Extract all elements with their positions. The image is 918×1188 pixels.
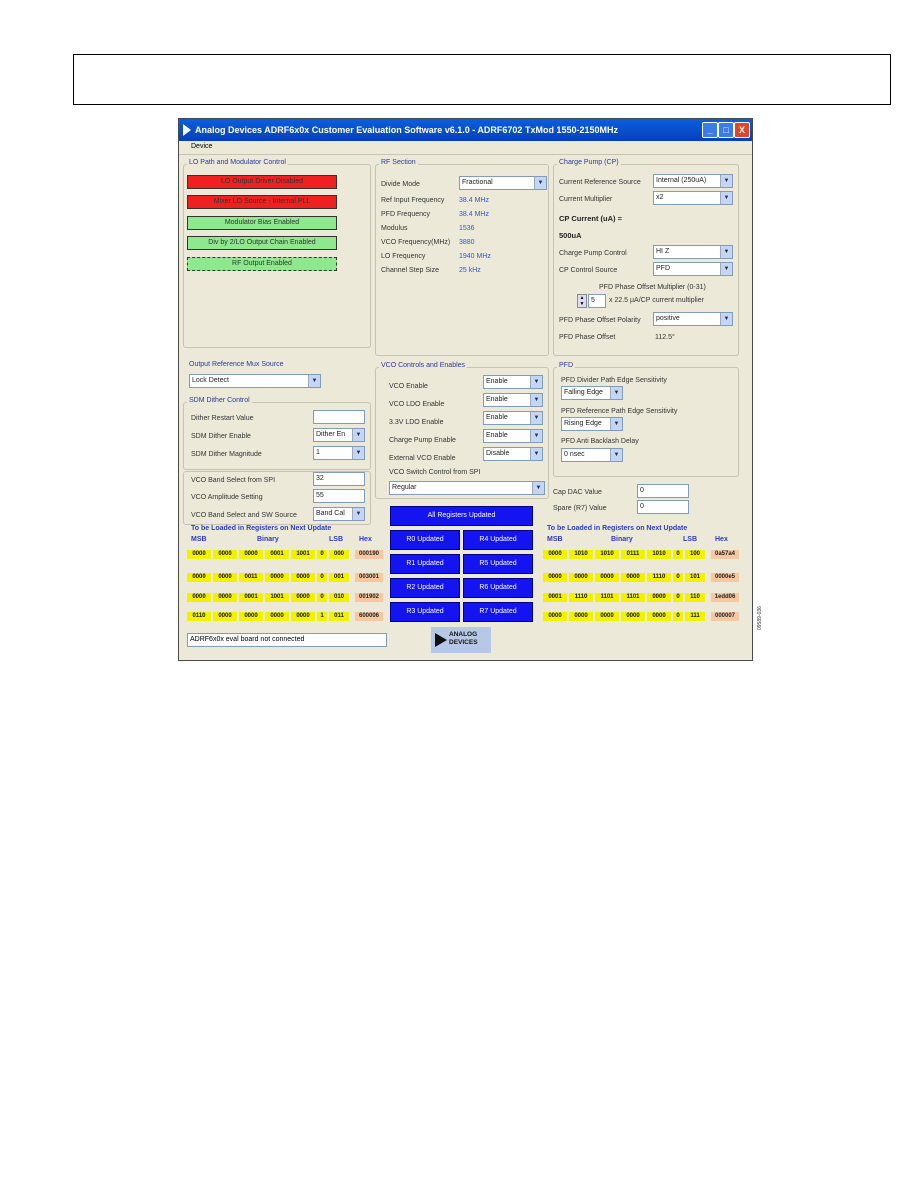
r4-button[interactable]: R4 Updated	[463, 530, 533, 550]
cp-enable-select[interactable]: Enable ▼	[483, 429, 543, 443]
document-id: 09589-036	[757, 606, 763, 630]
vco-band-label: VCO Band Select from SPI	[191, 477, 276, 484]
cp-multiplier-select[interactable]: x2 ▼	[653, 191, 733, 205]
right-reg-2-bits-5: 0	[673, 593, 683, 602]
right-reg-1-bits-5: 0	[673, 573, 683, 582]
right-reg-1-bits-1: 0000	[569, 573, 593, 582]
vco-src-label: VCO Band Select and SW Source	[191, 512, 297, 519]
pfd-title: PFD	[559, 362, 573, 369]
left-reg-3-bits-0: 0110	[187, 612, 211, 621]
right-reg-2-bits-0: 0001	[543, 593, 567, 602]
rf-section-title: RF Section	[381, 159, 416, 166]
ldo-33-label: 3.3V LDO Enable	[389, 419, 444, 426]
right-reg-3-hex: 000007	[711, 612, 739, 621]
cp-multiplier-label: Current Multiplier	[559, 196, 613, 203]
left-reg-3-hex: 600006	[355, 612, 383, 621]
phase-offset-label: PFD Phase Offset	[559, 334, 616, 341]
cp-current-label: CP Current (uA) =	[559, 214, 622, 223]
chevron-down-icon[interactable]: ▼	[530, 412, 542, 424]
chevron-down-icon[interactable]: ▼	[720, 175, 732, 187]
right-reg-2-bits-1: 1110	[569, 593, 593, 602]
vco-amp-input[interactable]: 55	[313, 489, 365, 503]
left-reg-0-bits-5: 0	[317, 550, 327, 559]
chevron-down-icon[interactable]: ▼	[352, 429, 364, 441]
dither-restart-label: Dither Restart Value	[191, 415, 254, 422]
chevron-down-icon[interactable]: ▼	[308, 375, 320, 387]
output-mux-title: Output Reference Mux Source	[189, 361, 284, 368]
left-reg-1-bits-5: 0	[317, 573, 327, 582]
div-by-2-button[interactable]: Div by 2/LO Output Chain Enabled	[187, 236, 337, 250]
vco-enable-label: VCO Enable	[389, 383, 428, 390]
lo-output-driver-button[interactable]: LO Output Driver Disabled	[187, 175, 337, 189]
lo-freq-label: LO Frequency	[381, 253, 426, 260]
r2-button[interactable]: R2 Updated	[390, 578, 460, 598]
logo-line1: ANALOG	[449, 631, 478, 638]
close-button[interactable]: X	[734, 122, 750, 138]
chevron-down-icon[interactable]: ▼	[610, 418, 622, 430]
cp-control-select[interactable]: HI Z ▼	[653, 245, 733, 259]
logo-triangle-icon	[435, 633, 447, 647]
cp-ctrl-source-label: CP Control Source	[559, 267, 618, 274]
cp-ctrl-source-select[interactable]: PFD ▼	[653, 262, 733, 276]
channel-step-value: 25 kHz	[459, 267, 481, 274]
sdm-enable-select[interactable]: Dither En ▼	[313, 428, 365, 442]
right-reg-0-bits-0: 0000	[543, 550, 567, 559]
right-reg-3-bits-5: 0	[673, 612, 683, 621]
left-reg-1-bits-3: 0000	[265, 573, 289, 582]
rf-section-group	[375, 164, 549, 356]
left-reg-2-bits-1: 0000	[213, 593, 237, 602]
menu-device[interactable]: Device	[191, 143, 213, 150]
page-header-box	[73, 54, 891, 105]
right-reg-1-bits-2: 0000	[595, 573, 619, 582]
chevron-down-icon[interactable]: ▼	[720, 246, 732, 258]
left-reg-0-bits-1: 0000	[213, 550, 237, 559]
offset-mult-suffix: x 22.5 µA/CP current multiplier	[609, 297, 704, 304]
chevron-down-icon[interactable]: ▼	[530, 430, 542, 442]
rf-output-button[interactable]: RF Output Enabled	[187, 257, 337, 271]
mixer-lo-source-button[interactable]: Mixer LO Source - Internal PLL	[187, 195, 337, 209]
logo-line2: DEVICES	[449, 639, 478, 646]
pfd-delay-select[interactable]: 0 nsec ▼	[561, 448, 623, 462]
ext-vco-select[interactable]: Disable ▼	[483, 447, 543, 461]
app-window	[178, 118, 753, 661]
right-reg-0-bits-5: 0	[673, 550, 683, 559]
cp-enable-label: Charge Pump Enable	[389, 437, 456, 444]
right-reg-2-hex: 1edd06	[711, 593, 739, 602]
chevron-down-icon[interactable]: ▼	[352, 508, 364, 520]
polarity-label: PFD Phase Offset Polarity	[559, 317, 641, 324]
vco-amp-label: VCO Amplitude Setting	[191, 494, 263, 501]
left-msb-header: MSB	[191, 536, 207, 543]
vco-controls-title: VCO Controls and Enables	[381, 362, 466, 369]
left-binary-header: Binary	[257, 536, 279, 543]
cp-current-value: 500uA	[559, 231, 582, 240]
cap-dac-input[interactable]: 0	[637, 484, 689, 498]
right-reg-0-bits-3: 0111	[621, 550, 645, 559]
r1-button[interactable]: R1 Updated	[390, 554, 460, 574]
menu-bar	[179, 141, 752, 155]
left-reg-2-bits-3: 1001	[265, 593, 289, 602]
left-reg-3-bits-3: 0000	[265, 612, 289, 621]
right-reg-2-bits-6: 110	[685, 593, 705, 602]
left-reg-2-bits-2: 0001	[239, 593, 263, 602]
right-reg-1-bits-3: 0000	[621, 573, 645, 582]
vco-freq-value: 3880	[459, 239, 475, 246]
left-reg-2-bits-6: 010	[329, 593, 349, 602]
left-reg-3-bits-1: 0000	[213, 612, 237, 621]
left-reg-3-bits-2: 0000	[239, 612, 263, 621]
r3-button[interactable]: R3 Updated	[390, 602, 460, 622]
vco-freq-label: VCO Frequency(MHz)	[381, 239, 451, 246]
pfd-ref-label: PFD Reference Path Edge Sensitivity	[561, 408, 678, 415]
right-reg-3-bits-6: 111	[685, 612, 705, 621]
vco-enable-select[interactable]: Enable ▼	[483, 375, 543, 389]
modulus-value: 1536	[459, 225, 475, 232]
left-reg-0-bits-3: 0001	[265, 550, 289, 559]
cp-ref-source-select[interactable]: Internal (250uA) ▼	[653, 174, 733, 188]
vco-ldo-select[interactable]: Enable ▼	[483, 393, 543, 407]
right-reg-1-bits-6: 101	[685, 573, 705, 582]
right-reg-0-bits-6: 100	[685, 550, 705, 559]
offset-mult-label: PFD Phase Offset Multiplier (0-31)	[599, 284, 706, 291]
r7-button[interactable]: R7 Updated	[463, 602, 533, 622]
vco-ldo-label: VCO LDO Enable	[389, 401, 445, 408]
left-reg-3-bits-5: 1	[317, 612, 327, 621]
sdm-dither-title: SDM Dither Control	[189, 397, 250, 404]
sdm-magnitude-select[interactable]: 1 ▼	[313, 446, 365, 460]
left-reg-2-bits-0: 0000	[187, 593, 211, 602]
spare-label: Spare (R7) Value	[553, 505, 607, 512]
right-reg-0-hex: 0a57a4	[711, 550, 739, 559]
spare-input[interactable]: 0	[637, 500, 689, 514]
pfd-delay-label: PFD Anti Backlash Delay	[561, 438, 639, 445]
vco-switch-select[interactable]: Regular ▼	[389, 481, 545, 495]
left-lsb-header: LSB	[329, 536, 343, 543]
r0-button[interactable]: R0 Updated	[390, 530, 460, 550]
vco-src-select[interactable]: Band Cal ▼	[313, 507, 365, 521]
cp-ref-source-label: Current Reference Source	[559, 179, 641, 186]
right-msb-header: MSB	[547, 536, 563, 543]
vco-switch-label: VCO Switch Control from SPI	[389, 469, 481, 476]
analog-devices-logo	[431, 627, 491, 653]
chevron-down-icon[interactable]: ▼	[530, 394, 542, 406]
right-hex-header: Hex	[715, 536, 728, 543]
chevron-down-icon[interactable]: ▼	[530, 448, 542, 460]
cp-control-label: Charge Pump Control	[559, 250, 627, 257]
divide-mode-select[interactable]: Fractional ▼	[459, 176, 547, 190]
right-reg-0-bits-4: 1010	[647, 550, 671, 559]
chevron-down-icon[interactable]: ▼	[530, 376, 542, 388]
right-reg-1-bits-4: 1110	[647, 573, 671, 582]
left-reg-0-hex: 000190	[355, 550, 383, 559]
chevron-down-icon[interactable]: ▼	[720, 313, 732, 325]
phase-offset-value: 112.5°	[655, 334, 675, 341]
status-bar: ADRF6x0x eval board not connected	[187, 633, 387, 647]
right-reg-3-bits-2: 0000	[595, 612, 619, 621]
right-binary-header: Binary	[611, 536, 633, 543]
pfd-freq-label: PFD Frequency	[381, 211, 431, 218]
sdm-enable-label: SDM Dither Enable	[191, 433, 251, 440]
right-reg-1-bits-0: 0000	[543, 573, 567, 582]
r6-button[interactable]: R6 Updated	[463, 578, 533, 598]
title-bar	[179, 119, 752, 141]
left-reg-2-bits-5: 0	[317, 593, 327, 602]
charge-pump-title: Charge Pump (CP)	[559, 159, 619, 166]
right-reg-0-bits-2: 1010	[595, 550, 619, 559]
left-reg-1-hex: 003001	[355, 573, 383, 582]
right-reg-3-bits-1: 0000	[569, 612, 593, 621]
modulus-label: Modulus	[381, 225, 408, 232]
left-reg-1-bits-1: 0000	[213, 573, 237, 582]
polarity-select[interactable]: positive ▼	[653, 312, 733, 326]
right-reg-3-bits-0: 0000	[543, 612, 567, 621]
cap-dac-label: Cap DAC Value	[553, 489, 602, 496]
lo-freq-value: 1940 MHz	[459, 253, 491, 260]
app-icon	[183, 124, 191, 136]
pfd-ref-select[interactable]: Rising Edge ▼	[561, 417, 623, 431]
chevron-down-icon[interactable]: ▼	[720, 263, 732, 275]
sdm-magnitude-label: SDM Dither Magnitude	[191, 451, 262, 458]
right-lsb-header: LSB	[683, 536, 697, 543]
ldo-33-select[interactable]: Enable ▼	[483, 411, 543, 425]
left-reg-2-hex: 001902	[355, 593, 383, 602]
left-reg-0-bits-6: 000	[329, 550, 349, 559]
offset-mult-spinner[interactable]: ▲ ▼	[577, 294, 587, 308]
pfd-div-label: PFD Divider Path Edge Sensitivity	[561, 377, 667, 384]
right-reg-3-bits-3: 0000	[621, 612, 645, 621]
ref-input-label: Ref Input Frequency	[381, 197, 445, 204]
right-reg-0-bits-1: 1010	[569, 550, 593, 559]
ext-vco-label: External VCO Enable	[389, 455, 456, 462]
left-hex-header: Hex	[359, 536, 372, 543]
minimize-button[interactable]: _	[702, 122, 718, 138]
left-reg-3-bits-6: 011	[329, 612, 349, 621]
right-reg-1-hex: 0000e5	[711, 573, 739, 582]
chevron-down-icon[interactable]: ▼	[610, 449, 622, 461]
channel-step-label: Channel Step Size	[381, 267, 439, 274]
right-reg-2-bits-4: 0000	[647, 593, 671, 602]
modulator-bias-button[interactable]: Modulator Bias Enabled	[187, 216, 337, 230]
vco-band-input[interactable]: 32	[313, 472, 365, 486]
chevron-down-icon[interactable]: ▼	[610, 387, 622, 399]
lo-path-title: LO Path and Modulator Control	[189, 159, 286, 166]
left-reg-2-bits-4: 0000	[291, 593, 315, 602]
r5-button[interactable]: R5 Updated	[463, 554, 533, 574]
window-title: Analog Devices ADRF6x0x Customer Evaluation Software v6.1.0 - ADRF6702 TxMod 1550-2150MHz	[195, 125, 618, 135]
chevron-down-icon[interactable]: ▼	[534, 177, 546, 189]
maximize-button[interactable]: □	[718, 122, 734, 138]
divide-mode-label: Divide Mode	[381, 181, 420, 188]
pfd-freq-value: 38.4 MHz	[459, 211, 489, 218]
lo-path-group	[183, 164, 371, 348]
chevron-down-icon[interactable]: ▼	[532, 482, 544, 494]
ref-input-value: 38.4 MHz	[459, 197, 489, 204]
right-regs-title: To be Loaded in Registers on Next Update	[547, 525, 688, 532]
chevron-down-icon[interactable]: ▼	[720, 192, 732, 204]
chevron-down-icon[interactable]: ▼	[352, 447, 364, 459]
output-mux-select[interactable]: Lock Detect ▼	[189, 374, 321, 388]
left-reg-0-bits-4: 1001	[291, 550, 315, 559]
left-reg-0-bits-2: 0000	[239, 550, 263, 559]
all-registers-button[interactable]: All Registers Updated	[390, 506, 533, 526]
left-reg-1-bits-6: 001	[329, 573, 349, 582]
left-reg-1-bits-0: 0000	[187, 573, 211, 582]
left-reg-1-bits-4: 0000	[291, 573, 315, 582]
left-reg-3-bits-4: 0000	[291, 612, 315, 621]
pfd-div-select[interactable]: Falling Edge ▼	[561, 386, 623, 400]
offset-mult-input[interactable]: 5	[588, 294, 606, 308]
right-reg-2-bits-3: 1101	[621, 593, 645, 602]
right-reg-3-bits-4: 0000	[647, 612, 671, 621]
left-reg-1-bits-2: 0011	[239, 573, 263, 582]
left-reg-0-bits-0: 0000	[187, 550, 211, 559]
left-regs-title: To be Loaded in Registers on Next Update	[191, 525, 332, 532]
right-reg-2-bits-2: 1101	[595, 593, 619, 602]
dither-restart-input[interactable]	[313, 410, 365, 424]
